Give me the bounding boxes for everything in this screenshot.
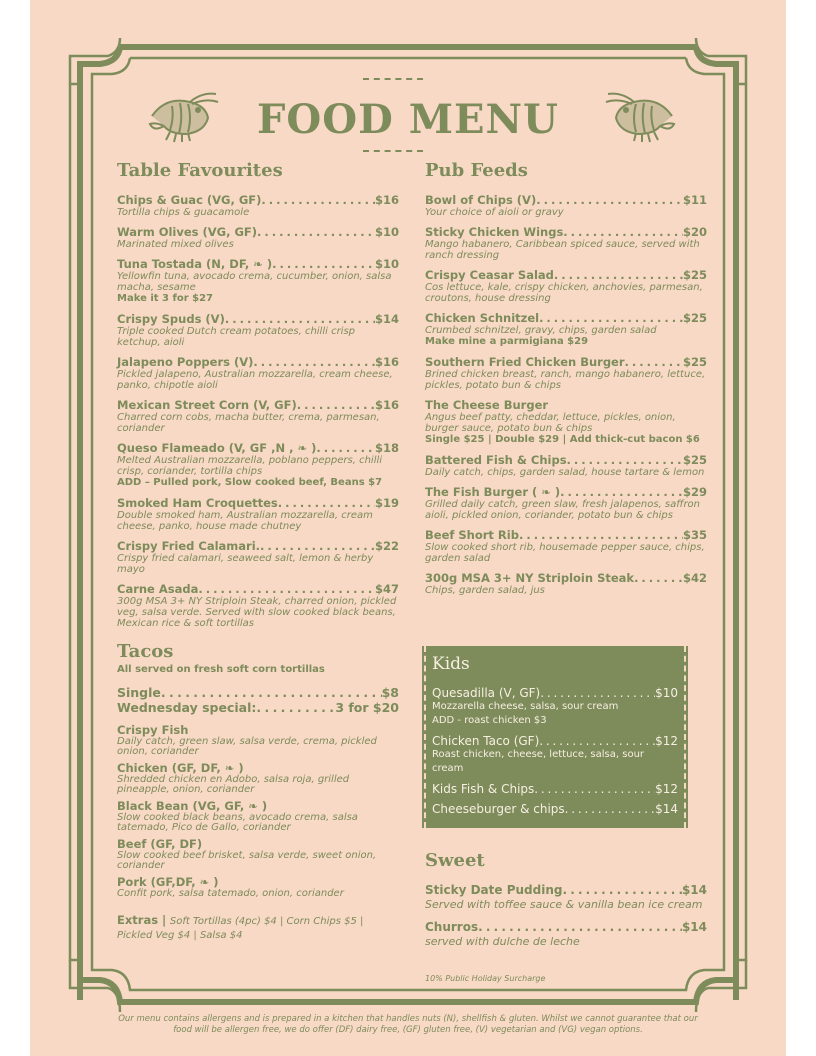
kids-menu-box xyxy=(422,646,688,828)
item-desc: Crispy fried calamari, seaweed salt, lemon & herby mayo xyxy=(117,553,374,575)
kids-item xyxy=(432,686,678,728)
leader-dots xyxy=(256,700,335,715)
menu-item xyxy=(425,398,707,446)
item-price: $16 xyxy=(374,355,399,369)
item-desc: Angus beef patty, cheddar, lettuce, pickles, onion, burger sauce, potato bun & chips xyxy=(425,412,676,434)
taco-name: Crispy Fish xyxy=(117,723,189,737)
taco-single-value: $8 xyxy=(381,685,399,700)
item-name: Crispy Fried Calamari. xyxy=(117,539,261,553)
taco-item xyxy=(117,723,399,757)
menu-page xyxy=(30,0,786,1056)
kids-item xyxy=(432,782,678,796)
item-price: $14 xyxy=(374,312,399,326)
item-extra: ADD – Pulled pork, Slow cooked beef, Beans $7 xyxy=(117,477,383,488)
item-name: The Cheese Burger xyxy=(425,398,549,412)
item-name: Battered Fish & Chips xyxy=(425,453,567,467)
kids-box-edge-right xyxy=(684,646,688,828)
extras-label: Extras | xyxy=(117,913,167,927)
leader-dots xyxy=(560,485,683,499)
leader-dots xyxy=(225,312,375,326)
menu-item xyxy=(425,883,707,910)
menu-item xyxy=(425,571,707,596)
menu-item xyxy=(117,398,399,434)
menu-item xyxy=(117,441,399,489)
item-price: $14 xyxy=(681,920,707,934)
item-desc: Cos lettuce, kale, crispy chicken, anchovies, parmesan, croutons, house dressing xyxy=(425,282,703,304)
item-price: $10 xyxy=(374,257,399,271)
item-name: Chicken Schnitzel xyxy=(425,311,540,325)
item-desc: Your choice of aioli or gravy xyxy=(425,207,564,218)
item-desc: Mango habanero, Caribbean spiced sauce, served with ranch dressing xyxy=(425,239,700,261)
item-price: $25 xyxy=(682,311,707,325)
leader-dots xyxy=(478,920,682,934)
item-desc: 300g MSA 3+ NY Striploin Steak, charred onion, pickled veg, salsa verde. Served with slow cooked black beans, Mexican rice & soft tortillas xyxy=(117,596,397,629)
taco-desc: Daily catch, green slaw, salsa verde, crema, pickled onion, coriander xyxy=(117,736,377,757)
taco-desc: Slow cooked beef brisket, salsa verde, sweet onion, coriander xyxy=(117,850,377,871)
taco-desc: Slow cooked black beans, avocado crema, salsa tatemado, Pico de Gallo, coriander xyxy=(117,812,358,833)
item-name: Kids Fish & Chips xyxy=(432,782,535,796)
leader-dots xyxy=(253,355,375,369)
item-price: $42 xyxy=(682,571,707,585)
leader-dots xyxy=(198,582,375,596)
item-desc: Marinated mixed olives xyxy=(117,239,234,250)
menu-item xyxy=(117,539,399,575)
item-extra: Single $25 | Double $29 | Add thick-cut bacon $6 xyxy=(425,434,700,445)
item-desc: Grilled daily catch, green slaw, fresh jalapenos, saffron aioli, pickled onion, coriander, potato bun & chips xyxy=(425,499,701,521)
item-name: Carne Asada xyxy=(117,582,199,596)
menu-item xyxy=(425,920,707,947)
page-title: FOOD MENU xyxy=(257,96,559,143)
leader-dots xyxy=(539,734,655,748)
menu-item xyxy=(425,485,707,521)
surcharge-note: 10% Public Holiday Surcharge xyxy=(425,974,546,983)
menu-item xyxy=(425,453,707,478)
kids-item xyxy=(432,802,678,816)
taco-single-label: Single xyxy=(117,685,161,700)
item-price: $12 xyxy=(655,734,678,748)
taco-name: Black Bean (VG, GF, ❧ ) xyxy=(117,799,268,813)
leader-dots xyxy=(534,782,655,796)
item-desc: Mozzarella cheese, salsa, sour cream xyxy=(432,701,619,712)
kids-box-edge-left xyxy=(424,646,428,828)
leader-dots xyxy=(562,883,681,897)
extras-text: Soft Tortillas (4pc) $4 | Corn Chips $5 | Pickled Veg $4 | Salsa $4 xyxy=(117,916,364,941)
menu-item xyxy=(117,496,399,532)
leader-dots xyxy=(261,193,375,207)
item-price: $14 xyxy=(681,883,707,897)
item-name: Mexican Street Corn (V, GF) xyxy=(117,398,297,412)
leader-dots xyxy=(565,802,655,816)
item-desc: Triple cooked Dutch cream potatoes, chilli crisp ketchup, aioli xyxy=(117,326,356,348)
item-desc: Chips, garden salad, jus xyxy=(425,585,545,596)
item-name: Warm Olives (VG, GF) xyxy=(117,225,258,239)
leader-dots xyxy=(272,257,375,271)
tacos-extras xyxy=(117,913,399,941)
item-name: Chicken Taco (GF) xyxy=(432,734,540,748)
menu-item xyxy=(425,355,707,391)
allergen-disclaimer: Our menu contains allergens and is prepared in a kitchen that handles nuts (N), shellfish & gluten. Whilst we cannot guarantee that our food will be allergen free, we do offer (DF) dairy free, (GF) gluten free, (V) vegetarian and (VG) vegan options. xyxy=(118,1014,698,1035)
item-desc: Daily catch, chips, garden salad, house tartare & lemon xyxy=(425,467,705,478)
kids-item xyxy=(432,734,678,776)
menu-item xyxy=(425,268,707,304)
leader-dots xyxy=(625,355,683,369)
left-column xyxy=(117,160,399,941)
item-price: $16 xyxy=(374,193,399,207)
shrimp-icon-left xyxy=(146,88,220,144)
item-name: The Fish Burger ( ❧ ) xyxy=(425,485,561,499)
item-desc: Charred corn cobs, macha butter, crema, parmesan, coriander xyxy=(117,412,380,434)
section-title-tacos: Tacos xyxy=(117,641,174,662)
leader-dots xyxy=(567,453,683,467)
section-title-pub-feeds: Pub Feeds xyxy=(425,160,528,181)
shrimp-icon-right xyxy=(604,88,678,144)
item-price: $10 xyxy=(374,225,399,239)
item-name: Sticky Date Pudding xyxy=(425,883,563,897)
menu-item xyxy=(425,225,707,261)
menu-item xyxy=(117,312,399,348)
taco-item xyxy=(117,875,399,899)
item-price: $35 xyxy=(682,528,707,542)
item-desc: served with dulche de leche xyxy=(425,935,580,948)
item-name: Jalapeno Poppers (V) xyxy=(117,355,254,369)
item-name: Queso Flameado (V, GF ,N , ❧ ) xyxy=(117,441,317,455)
item-extra: Make mine a parmigiana $29 xyxy=(425,336,589,347)
item-desc: Served with toffee sauce & vanilla bean ice cream xyxy=(425,898,703,911)
taco-desc: Confit pork, salsa tatemado, onion, coriander xyxy=(117,888,344,899)
section-title-table-favourites: Table Favourites xyxy=(117,160,283,181)
item-desc: Yellowfin tuna, avocado crema, cucumber, onion, salsa macha, sesame xyxy=(117,271,392,293)
taco-special-price xyxy=(117,700,399,715)
item-price: $29 xyxy=(682,485,707,499)
item-desc: Tortilla chips & guacamole xyxy=(117,207,250,218)
section-title-kids: Kids xyxy=(432,654,470,674)
item-extra: ADD - roast chicken $3 xyxy=(432,715,547,726)
item-price: $19 xyxy=(374,496,399,510)
item-price: $22 xyxy=(374,539,399,553)
item-name: Sticky Chicken Wings xyxy=(425,225,564,239)
item-name: Beef Short Rib xyxy=(425,528,519,542)
sweet-section xyxy=(425,850,707,954)
item-name: Smoked Ham Croquettes xyxy=(117,496,278,510)
taco-item xyxy=(117,837,399,871)
item-price: $25 xyxy=(682,355,707,369)
item-name: Bowl of Chips (V) xyxy=(425,193,537,207)
title-rule-bottom xyxy=(363,150,423,154)
menu-item xyxy=(117,355,399,391)
item-desc: Slow cooked short rib, housemade pepper sauce, chips, garden salad xyxy=(425,542,705,564)
taco-item xyxy=(117,799,399,833)
leader-dots xyxy=(563,225,683,239)
item-desc: Brined chicken breast, ranch, mango habanero, lettuce, pickles, potato bun & chips xyxy=(425,369,706,391)
leader-dots xyxy=(540,686,655,700)
item-name: Crispy Spuds (V) xyxy=(117,312,225,326)
leader-dots xyxy=(316,441,375,455)
taco-item xyxy=(117,761,399,795)
item-name: 300g MSA 3+ NY Striploin Steak xyxy=(425,571,635,585)
item-desc: Roast chicken, cheese, lettuce, salsa, sour cream xyxy=(432,749,645,774)
taco-special-label: Wednesday special: xyxy=(117,700,257,715)
item-name: Quesadilla (V, GF) xyxy=(432,686,541,700)
item-price: $25 xyxy=(682,453,707,467)
leader-dots xyxy=(634,571,683,585)
taco-name: Chicken (GF, DF, ❧ ) xyxy=(117,761,244,775)
item-price: $11 xyxy=(682,193,707,207)
leader-dots xyxy=(536,193,683,207)
menu-item xyxy=(425,311,707,348)
menu-item xyxy=(117,225,399,250)
section-title-sweet: Sweet xyxy=(425,850,485,871)
item-desc: Pickled jalapeno, Australian mozzarella, cream cheese, panko, chipotle aioli xyxy=(117,369,393,391)
item-name: Southern Fried Chicken Burger xyxy=(425,355,625,369)
tacos-subtitle: All served on fresh soft corn tortillas xyxy=(117,664,325,675)
item-name: Tuna Tostada (N, DF, ❧ ) xyxy=(117,257,273,271)
taco-name: Pork (GF,DF, ❧ ) xyxy=(117,875,219,889)
leader-dots xyxy=(554,268,683,282)
item-name: Crispy Ceasar Salad xyxy=(425,268,554,282)
menu-item xyxy=(425,528,707,564)
item-price: $16 xyxy=(374,398,399,412)
taco-name: Beef (GF, DF) xyxy=(117,837,203,851)
item-price: $47 xyxy=(374,582,399,596)
leader-dots xyxy=(278,496,375,510)
leader-dots xyxy=(260,539,375,553)
item-name: Cheeseburger & chips xyxy=(432,802,565,816)
item-price: $14 xyxy=(655,802,678,816)
leader-dots xyxy=(161,685,382,700)
item-desc: Melted Australian mozzarella, poblano peppers, chilli crisp, coriander, tortilla chips xyxy=(117,455,383,477)
taco-special-value: 3 for $20 xyxy=(335,700,399,715)
menu-item xyxy=(117,193,399,218)
item-extra: Make it 3 for $27 xyxy=(117,293,213,304)
leader-dots xyxy=(297,398,375,412)
menu-item xyxy=(117,582,399,629)
title-rule-top xyxy=(363,78,423,82)
item-price: $25 xyxy=(682,268,707,282)
item-price: $12 xyxy=(655,782,678,796)
leader-dots xyxy=(519,528,683,542)
menu-item xyxy=(425,193,707,218)
item-price: $18 xyxy=(374,441,399,455)
menu-item xyxy=(117,257,399,305)
leader-dots xyxy=(539,311,683,325)
item-name: Chips & Guac (VG, GF) xyxy=(117,193,262,207)
taco-desc: Shredded chicken en Adobo, salsa roja, grilled pineapple, onion, coriander xyxy=(117,774,350,795)
leader-dots xyxy=(257,225,375,239)
item-desc: Double smoked ham, Australian mozzarella, cream cheese, panko, house made chutney xyxy=(117,510,373,532)
item-price: $10 xyxy=(655,686,678,700)
item-price: $20 xyxy=(682,225,707,239)
right-column xyxy=(425,160,707,603)
taco-single-price xyxy=(117,685,399,700)
item-desc: Crumbed schnitzel, gravy, chips, garden salad xyxy=(425,325,657,336)
item-name: Churros xyxy=(425,920,479,934)
